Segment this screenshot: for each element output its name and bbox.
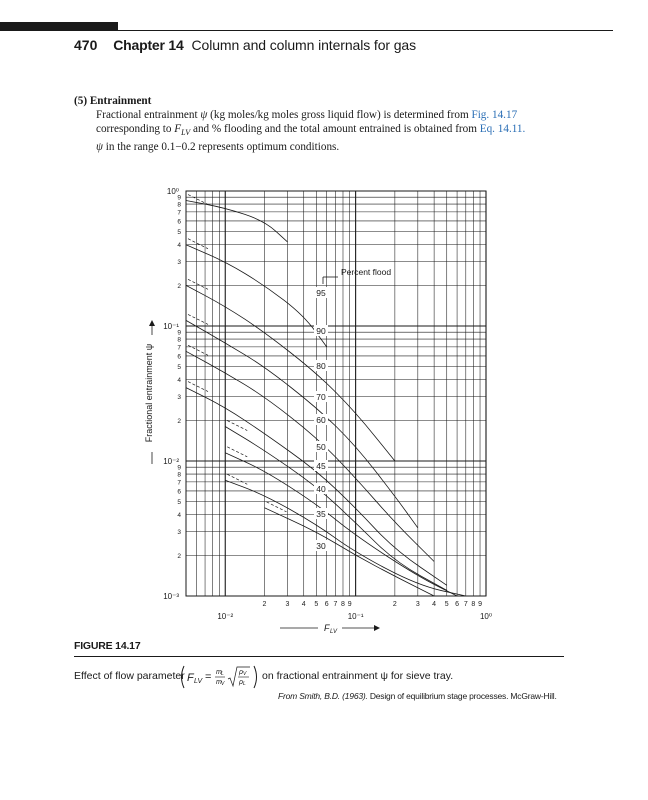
curve-dash-35	[227, 474, 247, 484]
y-minor-label: 5	[177, 364, 181, 372]
y-minor-label: 8	[177, 336, 181, 344]
x-tick-label: 6	[324, 601, 329, 608]
psi-symbol-2: ψ	[96, 141, 103, 154]
y-minor-label: 5	[177, 499, 181, 507]
y-minor-label: 6	[177, 218, 181, 226]
chapter-label: Chapter 14	[113, 37, 184, 53]
figure-rule	[74, 656, 564, 657]
formula-lhs: F	[187, 672, 194, 684]
x-decade-label: 10⁰	[479, 612, 493, 621]
y-minor-label: 8	[177, 201, 181, 209]
curve-label-90: 90	[316, 326, 326, 336]
y-minor-label: 2	[177, 552, 181, 560]
x-axis-title-sub: LV	[330, 629, 338, 635]
y-decade-label: 10⁻²	[163, 457, 179, 466]
curve-label-35: 35	[316, 509, 326, 519]
plot-frame	[186, 191, 486, 596]
x-tick-label: 7	[333, 601, 338, 608]
caption-prefix: Effect of flow parameter	[74, 670, 185, 682]
x-tick-label: 5	[444, 601, 449, 608]
curve-label-40: 40	[316, 484, 326, 494]
x-tick-label: 5	[314, 601, 319, 608]
curve-70	[186, 320, 418, 527]
x-tick-label: 2	[392, 601, 397, 608]
y-minor-label: 7	[177, 479, 181, 487]
y-minor-label: 3	[177, 259, 181, 267]
section-heading: (5) Entrainment	[74, 95, 152, 107]
y-minor-label: 8	[177, 471, 181, 479]
y-minor-label: 6	[177, 353, 181, 361]
y-decade-label: 10⁰	[166, 187, 179, 196]
x-tick-label: 6	[455, 601, 460, 608]
chapter-title: Column and column internals for gas	[191, 37, 417, 53]
curve-label-80: 80	[316, 361, 326, 371]
x-tick-label: 3	[415, 601, 420, 608]
y-minor-label: 4	[177, 512, 181, 520]
curve-label-50: 50	[316, 442, 326, 452]
figure-source	[278, 691, 557, 701]
formula-sub: LV	[194, 678, 203, 685]
psi-symbol: ψ	[200, 109, 208, 121]
curve-label-95: 95	[316, 288, 326, 298]
x-tick-label: 4	[432, 601, 437, 608]
formula-den-sub: V	[221, 681, 225, 687]
flv-formula	[178, 664, 262, 690]
y-minor-label: 3	[177, 529, 181, 537]
x-tick-label: 7	[463, 601, 468, 608]
x-axis-title: F	[324, 623, 330, 633]
curve-label-70: 70	[316, 392, 326, 402]
curve-label-30: 30	[316, 541, 326, 551]
x-axis-arrow-head	[374, 625, 380, 631]
source-citation: From Smith, B.D. (1963).	[278, 691, 368, 701]
curve-dash-45	[227, 421, 247, 431]
x-tick-label: 8	[341, 601, 345, 608]
y-minor-label: 9	[177, 329, 181, 337]
formula-rho-den-sub: L	[243, 681, 246, 687]
x-tick-label: 9	[347, 601, 352, 608]
formula-rho-num-sub: V	[243, 671, 247, 677]
y-minor-label: 9	[177, 194, 181, 202]
y-axis-title: Fractional entrainment ψ	[144, 343, 154, 443]
figure-link[interactable]: Fig. 14.17	[471, 109, 518, 121]
y-minor-label: 9	[177, 464, 181, 472]
legend-title: Percent flood	[341, 267, 392, 277]
y-minor-label: 4	[177, 242, 181, 250]
curve-80	[186, 285, 395, 461]
x-decade-label: 10⁻¹	[347, 612, 364, 621]
flv-subscript: LV	[181, 128, 191, 138]
figure-label: FIGURE 14.17	[74, 640, 141, 652]
formula-paren-left	[182, 666, 185, 688]
curve-30	[265, 508, 435, 596]
curve-label-60: 60	[316, 415, 326, 425]
formula-rho-den: ρ	[239, 679, 244, 686]
body-line2-b: and % flooding and the total amount entrained is obtained from	[190, 123, 480, 135]
x-tick-label: 2	[262, 601, 267, 608]
y-minor-label: 2	[177, 282, 181, 290]
y-minor-label: 6	[177, 488, 181, 496]
x-decade-label: 10⁻²	[217, 612, 234, 621]
curve-45	[225, 427, 447, 591]
curve-35	[225, 480, 466, 596]
curve-label-45: 45	[316, 461, 326, 471]
formula-num-sub: L	[221, 671, 224, 677]
body-line2-a: corresponding to	[96, 123, 175, 135]
y-axis-arrow-head	[149, 320, 155, 326]
curve-90	[186, 245, 327, 347]
flv-symbol: F	[174, 123, 182, 135]
caption-suffix: on fractional entrainment ψ for sieve tray.	[262, 670, 454, 682]
source-title: Design of equilibrium stage processes. McGraw-Hill.	[369, 691, 557, 701]
y-decade-label: 10⁻³	[163, 592, 179, 601]
formula-paren-right	[254, 666, 257, 688]
formula-num: m	[216, 669, 222, 676]
body-line1-b: (kg moles/kg moles gross liquid flow) is determined from	[207, 109, 472, 121]
x-tick-label: 8	[471, 601, 476, 608]
x-tick-label: 9	[478, 601, 482, 608]
body-line1-a: Fractional entrainment	[96, 109, 201, 121]
x-tick-label: 3	[285, 601, 290, 608]
body-line3: in the range 0.1−0.2 represents optimum conditions.	[102, 141, 340, 154]
y-minor-label: 2	[177, 417, 181, 425]
y-minor-label: 7	[177, 209, 181, 217]
formula-eq: =	[205, 671, 212, 683]
figure-caption	[74, 666, 574, 688]
y-minor-label: 7	[177, 344, 181, 352]
y-minor-label: 5	[177, 229, 181, 237]
equation-link[interactable]: Eq. 14.11.	[479, 123, 526, 135]
y-decade-label: 10⁻¹	[163, 322, 179, 331]
formula-rho-num: ρ	[239, 669, 244, 676]
curve-60	[186, 351, 434, 561]
y-minor-label: 3	[177, 394, 181, 402]
y-minor-label: 4	[177, 377, 181, 385]
x-tick-label: 4	[301, 601, 306, 608]
page-number: 470	[74, 37, 98, 53]
formula-den: m	[216, 679, 222, 686]
